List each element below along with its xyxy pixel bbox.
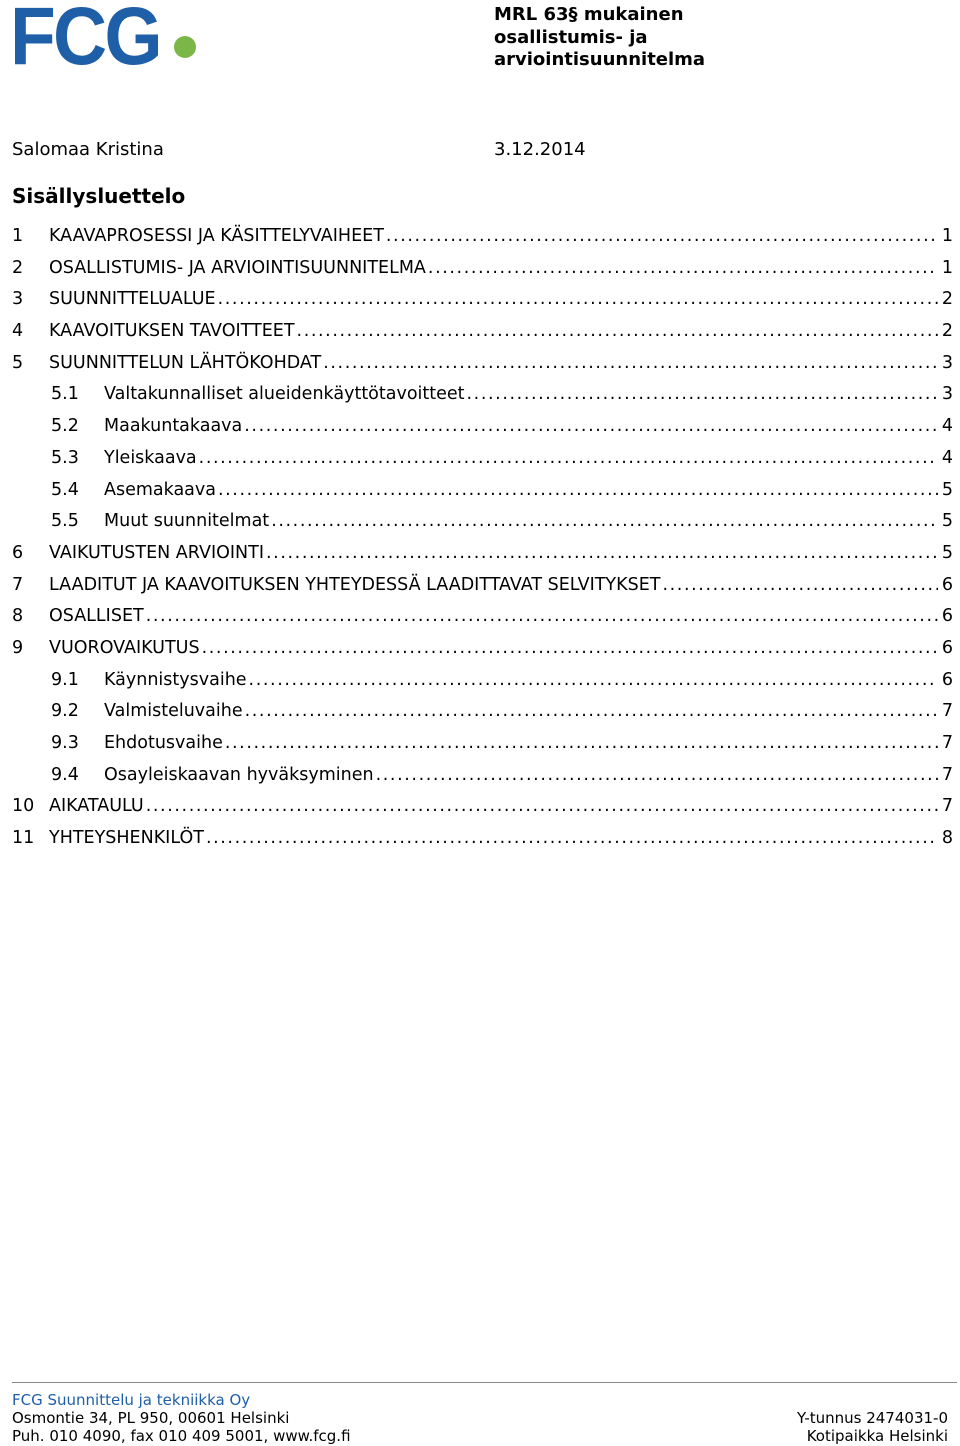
toc-entry-number: 9 [12,637,24,658]
toc-entry-page: 2 [941,321,953,342]
toc-entry[interactable] [12,475,953,507]
toc-entry-number: 5.1 [51,384,79,405]
toc-entry-number: 8 [12,606,24,627]
toc-entry-line [104,696,953,728]
toc-entry-line [49,316,953,348]
toc-entry-line [104,443,953,475]
toc-entry[interactable] [12,379,953,411]
toc-entry[interactable] [12,570,953,602]
toc-entry-number: 6 [12,542,24,563]
toc-dot-leader [206,823,938,855]
toc-entry-title: Yleiskaava [104,447,197,468]
toc-entry-title: Muut suunnitelmat [104,511,270,532]
toc-entry-number: 5.2 [51,416,79,437]
toc-entry-line [104,665,953,697]
toc-entry[interactable] [12,728,953,760]
toc-entry-page: 7 [941,701,953,722]
toc-entry-page: 1 [941,226,953,246]
toc-dot-leader [249,665,938,697]
toc-entry-title: KAAVAPROSESSI JA KÄSITTELYVAIHEET [49,226,384,246]
toc-dot-leader [323,348,938,380]
footer-contact: Puh. 010 4090, fax 010 409 5001, www.fcg.fi [12,1427,351,1445]
toc-entry-number: 3 [12,289,24,310]
toc-entry[interactable] [12,253,953,285]
toc-entry-title: OSALLISET [49,606,144,627]
document-title-line: osallistumis- ja [494,26,648,48]
toc-entry[interactable] [12,411,953,443]
toc-entry-line [49,601,953,633]
toc-entry-title: Ehdotusvaihe [104,733,223,753]
footer-business-id: Y-tunnus 2474031-0 [796,1409,948,1427]
toc-entry-title: VUOROVAIKUTUS [49,637,200,658]
toc-entry-number: 5.4 [51,479,79,500]
toc-entry-title: AIKATAULU [49,796,144,817]
fcg-logo [10,2,200,70]
toc-entry-title: KAAVOITUKSEN TAVOITTEET [49,321,295,342]
toc-entry[interactable] [12,538,953,570]
toc-entry-line [104,728,953,760]
toc-entry-line [49,221,953,253]
toc-entry-line [104,760,953,792]
toc-entry-number: 10 [12,796,35,817]
toc-entry[interactable] [12,601,953,633]
footer-address: Osmontie 34, PL 950, 00601 Helsinki [12,1409,290,1427]
toc-dot-leader [225,728,938,760]
toc-entry-line [49,538,953,570]
logo-dot-icon [174,36,196,58]
document-date: 3.12.2014 [494,139,586,160]
toc-entry-page: 3 [941,384,953,405]
toc-entry-line [104,411,953,443]
toc-entry-title: YHTEYSHENKILÖT [49,828,204,849]
toc-entry-page: 1 [941,257,953,278]
toc-entry-title: Valmisteluvaihe [104,701,243,722]
toc-entry-number: 5 [12,352,24,373]
toc-entry[interactable] [12,665,953,697]
toc-entry-title: Valtakunnalliset alueidenkäyttötavoitteet [104,384,465,405]
toc-entry-line [49,570,953,602]
toc-entry-page: 5 [941,511,953,532]
toc-dot-leader [218,284,938,316]
toc-entry[interactable] [12,443,953,475]
toc-entry[interactable] [12,284,953,316]
toc-entry-number: 1 [12,226,24,246]
footer-company: FCG Suunnittelu ja tekniikka Oy [12,1391,251,1409]
toc-entry-line [49,348,953,380]
toc-entry-title: VAIKUTUSTEN ARVIOINTI [49,542,264,563]
toc-entry[interactable] [12,791,953,823]
toc-entry-page: 4 [941,416,953,437]
document-title-line: MRL 63§ mukainen [494,4,684,25]
toc-entry-line [104,475,953,507]
toc-entry-page: 7 [941,764,953,785]
toc-entry-title: LAADITUT JA KAAVOITUKSEN YHTEYDESSÄ LAADITTAVAT SELVITYKSET [49,574,661,595]
toc-entry-line [49,823,953,855]
toc-dot-leader [386,221,938,253]
document-title-line: arviointisuunnitelma [494,49,706,70]
toc-entry-line [104,506,953,538]
toc-dot-leader [146,791,938,823]
toc-entry-title: SUUNNITTELUN LÄHTÖKOHDAT [49,352,322,373]
toc-entry-page: 3 [941,352,953,373]
toc-entry-title: Maakuntakaava [104,416,243,437]
document-meta [12,138,952,162]
toc-entry-title: Asemakaava [104,479,216,500]
logo-text: FCG [10,2,160,70]
toc-dot-leader [376,760,938,792]
toc-entry-page: 7 [941,733,953,753]
toc-entry-title: Käynnistysvaihe [104,669,247,690]
toc-dot-leader [266,538,938,570]
footer-domicile: Kotipaikka Helsinki [806,1427,948,1445]
toc-entry-page: 8 [941,828,953,849]
toc-entry-number: 4 [12,321,24,342]
toc-dot-leader [244,411,938,443]
footer-divider [12,1382,957,1383]
table-of-contents [12,221,953,855]
toc-entry-number: 2 [12,257,24,278]
toc-entry-title: OSALLISTUMIS- JA ARVIOINTISUUNNITELMA [49,257,426,278]
toc-entry-number: 9.2 [51,701,79,722]
toc-entry-number: 9.3 [51,733,79,753]
toc-dot-leader [428,253,938,285]
toc-entry-page: 6 [941,574,953,595]
toc-dot-leader [199,443,938,475]
toc-entry-number: 5.3 [51,447,79,468]
toc-entry-page: 7 [941,796,953,817]
toc-entry[interactable] [12,506,953,538]
toc-dot-leader [467,379,938,411]
toc-entry-number: 9.4 [51,764,79,785]
toc-dot-leader [662,570,937,602]
toc-entry-number: 7 [12,574,24,595]
toc-dot-leader [271,506,938,538]
toc-entry[interactable] [12,823,953,855]
toc-entry-line [49,633,953,665]
author: Salomaa Kristina [12,139,164,160]
toc-entry[interactable] [12,696,953,728]
footer [12,1391,948,1445]
toc-entry-page: 6 [941,669,953,690]
toc-dot-leader [245,696,938,728]
toc-dot-leader [297,316,938,348]
toc-entry[interactable] [12,348,953,380]
toc-entry[interactable] [12,633,953,665]
toc-entry[interactable] [12,760,953,792]
toc-dot-leader [146,601,938,633]
toc-entry-number: 5.5 [51,511,79,532]
toc-entry-page: 2 [941,289,953,310]
toc-entry-page: 4 [941,447,953,468]
toc-entry-page: 5 [941,542,953,563]
toc-dot-leader [218,475,938,507]
toc-entry-page: 5 [941,479,953,500]
toc-entry-title: Osayleiskaavan hyväksyminen [104,764,374,785]
toc-heading: Sisällysluettelo [12,184,186,208]
toc-entry-number: 11 [12,828,35,849]
toc-entry-title: SUUNNITTELUALUE [49,289,216,310]
document-title [494,4,794,72]
toc-entry-line [49,284,953,316]
toc-entry[interactable] [12,316,953,348]
toc-entry-number: 9.1 [51,669,79,690]
toc-entry[interactable] [12,221,953,253]
toc-entry-page: 6 [941,606,953,627]
toc-entry-line [49,253,953,285]
toc-entry-line [104,379,953,411]
toc-entry-page: 6 [941,637,953,658]
toc-entry-line [49,791,953,823]
toc-dot-leader [202,633,938,665]
